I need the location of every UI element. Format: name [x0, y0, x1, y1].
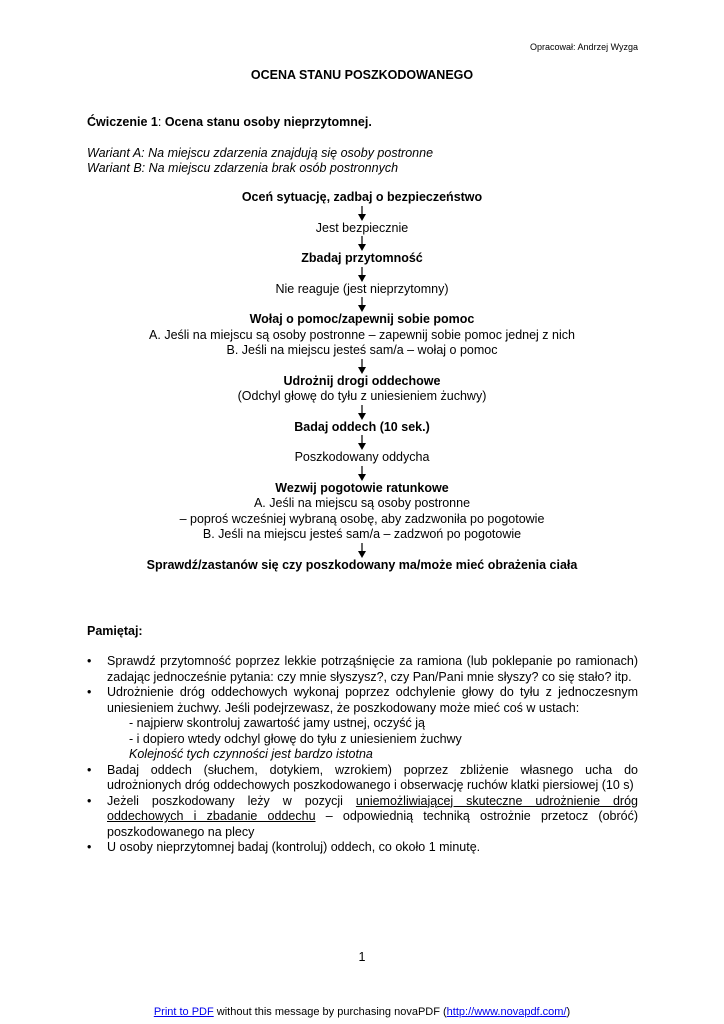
flow-step-ambulance-a2: – poproś wcześniej wybraną osobę, aby zadzwoniła po pogotowie: [179, 511, 545, 526]
page-title: OCENA STANU POSZKODOWANEGO: [250, 68, 474, 82]
footer: [0, 1006, 724, 1018]
arrow-down-icon: [356, 267, 368, 282]
bullet-text: Sprawdź przytomność poprzez lekkie potrząśnięcie za ramiona (lub poklepanie po ramionach) zadając jednocześnie pytania: czy mnie słyszysz?, czy Pan/Pani mnie słyszy? co się stało? itp.: [107, 654, 638, 684]
arrow-down-icon: [356, 236, 368, 251]
bullet-text: Badaj oddech (słuchem, dotykiem, wzrokiem) poprzez zbliżenie własnego ucha do udrożnionych dróg oddechowych poszkodowanego i obserwację ruchów klatki piersiowej (10 s): [107, 762, 638, 792]
footer-end: ): [566, 1006, 571, 1018]
print-to-pdf-link[interactable]: Print to PDF: [153, 1006, 214, 1018]
exercise-text: Ocena stanu osoby nieprzytomnej.: [161, 115, 372, 129]
list-item: [87, 685, 638, 763]
flow-step-safe: Jest bezpiecznie: [315, 220, 409, 235]
arrow-down-icon: [356, 206, 368, 221]
bullet-text: U osoby nieprzytomnej badaj (kontroluj) oddech, co około 1 minutę.: [107, 840, 481, 854]
variant-b: Wariant B: Na miejscu zdarzenia brak osób postronnych: [87, 161, 399, 175]
arrow-down-icon: [356, 435, 368, 450]
remember-heading: Pamiętaj:: [87, 624, 143, 638]
flow-step-airway-detail: (Odchyl głowę do tyłu z uniesieniem żuchwy): [237, 389, 487, 403]
arrow-down-icon: [356, 466, 368, 481]
remember-list: [87, 654, 638, 856]
arrow-down-icon: [356, 359, 368, 374]
bullet-text: – odpowiednią techniką ostrożnie przetocz (obróć) poszkodowanego na plecy: [107, 809, 638, 839]
flow-step-call-help: Wołaj o pomoc/zapewnij sobie pomoc: [249, 312, 475, 326]
sub-note: Kolejność tych czynności jest bardzo istotna: [129, 747, 373, 761]
flow-step-consciousness: Zbadaj przytomność: [301, 251, 423, 265]
bullet-icon: •: [87, 840, 92, 854]
bullet-icon: •: [87, 793, 92, 808]
sub-item: - i dopiero wtedy odchyl głowę do tyłu z uniesieniem żuchwy: [129, 731, 462, 746]
exercise-prefix: Ćwiczenie 1: [87, 115, 158, 129]
bullet-text: Jeżeli poszkodowany leży w pozycji: [107, 793, 356, 808]
arrow-down-icon: [356, 297, 368, 312]
flow-step-call-help-b: B. Jeśli na miejscu jesteś sam/a – wołaj o pomoc: [226, 343, 498, 357]
page-number: 1: [358, 950, 366, 964]
list-item: [87, 794, 638, 841]
underlined-text: uniemożliwiającej skuteczne udrożnienie dróg oddechowych i zbadanie oddechu: [107, 793, 638, 823]
flow-step-injuries: Sprawdź/zastanów się czy poszkodowany ma/może mieć obrażenia ciała: [146, 557, 578, 572]
exercise-colon: :: [157, 115, 162, 129]
footer-text: without this message by purchasing novaPDF (: [213, 1006, 447, 1018]
bullet-icon: •: [87, 654, 92, 668]
bullet-icon: •: [87, 685, 92, 699]
arrow-down-icon: [356, 543, 368, 558]
flow-step-ambulance-b: B. Jeśli na miejscu jesteś sam/a – zadzwoń po pogotowie: [202, 527, 522, 541]
flow-step-breathing-yes: Poszkodowany oddycha: [294, 450, 430, 464]
flow-step-ambulance-a: A. Jeśli na miejscu są osoby postronne: [253, 496, 471, 510]
flow-step-airway: Udrożnij drogi oddechowe: [283, 373, 441, 388]
bullet-text: Udrożnienie dróg oddechowych wykonaj poprzez odchylenie głowy do tyłu z jednoczesnym uniesieniem żuchwy. Jeśli podejrzewasz, że poszkodowany może mieć coś w ustach:: [107, 685, 638, 715]
flow-step-ambulance: Wezwij pogotowie ratunkowe: [275, 480, 449, 495]
novapdf-link[interactable]: http://www.novapdf.com/: [446, 1006, 567, 1018]
flow-step-call-help-a: A. Jeśli na miejscu są osoby postronne – zapewnij sobie pomoc jednej z nich: [149, 327, 575, 342]
list-item: [87, 654, 638, 685]
author-note: Opracował: Andrzej Wyzga: [530, 42, 638, 52]
flow-step-unresponsive: Nie reaguje (jest nieprzytomny): [275, 281, 449, 296]
list-item: [87, 763, 638, 794]
flowchart: [0, 190, 724, 573]
list-item: [87, 840, 638, 856]
exercise-heading: [87, 115, 372, 129]
flow-step-assess: Oceń sytuację, zadbaj o bezpieczeństwo: [241, 190, 483, 204]
variant-a: Wariant A: Na miejscu zdarzenia znajdują się osoby postronne: [87, 146, 434, 160]
bullet-icon: •: [87, 762, 92, 777]
arrow-down-icon: [356, 405, 368, 420]
flow-step-breathing: Badaj oddech (10 sek.): [294, 419, 430, 434]
sub-item: - najpierw skontroluj zawartość jamy ustnej, oczyść ją: [129, 716, 425, 730]
